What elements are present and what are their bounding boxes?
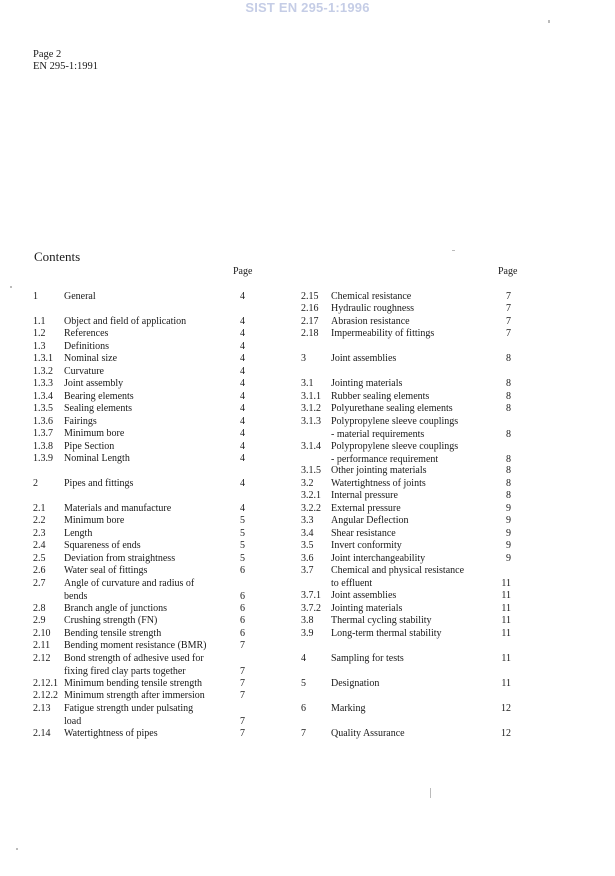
toc-entry-title[interactable]: Hydraulic roughness [331,303,415,314]
toc-entry-title[interactable]: Length [64,528,93,539]
toc-entry-page: 4 [240,341,245,352]
toc-entry-page: 6 [240,615,245,626]
toc-entry-title[interactable]: Chemical resistance [331,291,412,302]
toc-entry-title[interactable]: References [64,328,109,339]
toc-entry-number: 3.1.2 [301,403,321,414]
toc-entry-page: 11 [501,577,511,589]
toc-entry-page: 12 [501,703,511,714]
toc-entry-title[interactable]: Squareness of ends [64,540,141,551]
toc-entry-title[interactable]: Joint assembly [64,378,124,389]
toc-entry-number: 2.11 [33,640,51,651]
toc-entry-title-continued[interactable]: bends [64,590,88,602]
toc-entry-number: 3.8 [301,615,314,626]
toc-entry-page: 5 [240,515,245,526]
toc-entry-title[interactable]: Bond strength of adhesive used for [64,653,204,664]
toc-entry-title[interactable]: Joint assemblies [331,353,397,364]
toc-entry-page: 8 [506,378,511,389]
toc-entry-title[interactable]: Angle of curvature and radius of [64,578,195,589]
toc-entry-number: 1.3.4 [33,391,53,402]
toc-entry-number: 1.3.7 [33,428,53,439]
scan-speck [452,250,455,251]
toc-entry-title[interactable]: Sealing elements [64,403,133,414]
toc-entry-page: 4 [240,403,245,414]
toc-entry-title[interactable]: Watertightness of joints [331,478,426,489]
toc-entry-number: 1.3.2 [33,366,53,377]
toc-entry-title[interactable]: Pipes and fittings [64,478,134,489]
standard-id: EN 295-1:1991 [33,61,99,72]
toc-entry-page: 7 [240,690,245,701]
toc-entry-title-continued[interactable]: - performance requirement [331,453,439,465]
toc-entry-title[interactable]: Rubber sealing elements [331,391,430,402]
toc-entry-page: 6 [240,603,245,614]
toc-entry-page: 4 [240,478,245,489]
toc-entry-number: 3.1.3 [301,416,321,427]
toc-entry-number: 3.1.1 [301,391,321,402]
toc-entry-title[interactable]: Invert conformity [331,540,402,551]
toc-entry-number: 2.2 [33,515,46,526]
toc-entry-title[interactable]: Internal pressure [331,490,398,501]
scan-speck [16,848,18,850]
toc-entry-number: 2 [33,478,38,489]
toc-entry-title-continued[interactable]: fixing fired clay parts together [64,665,186,677]
toc-entry-title[interactable]: Polypropylene sleeve couplings [331,416,459,427]
toc-entry-title[interactable]: Nominal size [64,353,118,364]
toc-entry-title[interactable]: Object and field of application [64,316,187,327]
toc-entry-number: 2.7 [33,578,46,589]
toc-entry-number: 2.10 [33,628,51,639]
toc-entry-title[interactable]: Water seal of fittings [64,565,148,576]
toc-entry-page: 8 [506,428,511,440]
toc-entry-title[interactable]: Pipe Section [64,441,115,452]
toc-entry-page: 5 [240,540,245,551]
toc-entry-page: 11 [501,603,511,614]
toc-entry-title[interactable]: Abrasion resistance [331,316,410,327]
toc-entry-title[interactable]: Nominal Length [64,453,130,464]
toc-entry-page: 4 [240,328,245,339]
toc-entry-title[interactable]: Sampling for tests [331,653,404,664]
toc-entry-number: 1.3.5 [33,403,53,414]
toc-entry-page: 4 [240,378,245,389]
toc-entry-title[interactable]: Jointing materials [331,603,403,614]
toc-entry-number: 3.4 [301,528,314,539]
toc-entry-number: 2.3 [33,528,46,539]
toc-entry-title[interactable]: Designation [331,678,380,689]
toc-entry-number: 2.15 [301,291,319,302]
toc-entry-number: 1.3.9 [33,453,53,464]
contents-title: Contents [34,249,81,264]
toc-entry-number: 2.12 [33,653,51,664]
scan-speck [548,20,550,23]
toc-entry-title[interactable]: Shear resistance [331,528,396,539]
toc-entry-title[interactable]: Joint interchangeability [331,553,426,564]
toc-entry-number: 3.3 [301,515,314,526]
toc-entry-page: 4 [240,503,245,514]
toc-entry-title[interactable]: Long-term thermal stability [331,628,442,639]
toc-entry-title[interactable]: Deviation from straightness [64,553,176,564]
toc-entry-number: 3.2.2 [301,503,321,514]
toc-entry-page: 4 [240,366,245,377]
toc-entry-number: 3.1.5 [301,465,321,476]
toc-entry-number: 3.7.2 [301,603,321,614]
toc-entry-number: 1.3.8 [33,441,53,452]
toc-entry-title[interactable]: Thermal cycling stability [331,615,432,626]
toc-entry-number: 7 [301,728,306,739]
toc-entry-number: 4 [301,653,306,664]
toc-entry-title[interactable]: Minimum strength after immersion [64,690,205,701]
toc-entry-title[interactable]: Watertightness of pipes [64,728,158,739]
toc-entry-page: 9 [506,528,511,539]
right-page-heading: Page [498,266,518,277]
toc-entry-number: 2.8 [33,603,46,614]
toc-entry-number: 2.1 [33,503,46,514]
toc-entry-title[interactable]: Minimum bore [64,515,125,526]
toc-entry-title[interactable]: Definitions [64,341,109,352]
toc-entry-title[interactable]: Quality Assurance [331,728,405,739]
toc-entry-title[interactable]: Other jointing materials [331,465,427,476]
toc-entry-number: 1 [33,291,38,302]
toc-entry-page: 8 [506,403,511,414]
toc-entry-number: 2.12.1 [33,678,58,689]
toc-entry-title[interactable]: Minimum bending tensile strength [64,678,203,689]
toc-entry-title[interactable]: Fairings [64,416,97,427]
toc-entry-page: 4 [240,316,245,327]
page-number: Page 2 [33,49,62,60]
toc-entry-page: 8 [506,478,511,489]
toc-entry-page: 7 [240,715,245,727]
toc-entry-number: 2.5 [33,553,46,564]
toc-entry-page: 11 [501,678,511,689]
toc-entry-number: 5 [301,678,306,689]
toc-entry-number: 2.4 [33,540,46,551]
toc-entry-number: 3.1.4 [301,441,321,452]
watermark: SIST EN 295-1:1996 [245,0,370,15]
toc-entry-number: 2.17 [301,316,319,327]
toc-entry-page: 8 [506,465,511,476]
toc-entry-page: 5 [240,553,245,564]
scan-speck [10,286,12,288]
toc-entry-number: 3.6 [301,553,314,564]
toc-entry-page: 6 [240,565,245,576]
toc-entry-number: 3.7 [301,565,314,576]
toc-entry-title[interactable]: Marking [331,703,366,714]
left-page-heading: Page [233,266,253,277]
toc-entry-number: 3.5 [301,540,314,551]
toc-entry-page: 11 [501,615,511,626]
toc-entry-title[interactable]: Bending tensile strength [64,628,162,639]
toc-entry-title-continued[interactable]: - material requirements [331,428,425,440]
toc-entry-number: 1.1 [33,316,46,327]
toc-entry-page: 7 [240,665,245,677]
toc-entry-page: 7 [506,291,511,302]
toc-entry-title[interactable]: Chemical and physical resistance [331,565,465,576]
toc-entry-page: 7 [506,303,511,314]
toc-entry-number: 3.1 [301,378,314,389]
toc-entry-number: 1.2 [33,328,46,339]
toc-entry-number: 2.6 [33,565,46,576]
toc-entry-number: 2.9 [33,615,46,626]
toc-entry-number: 1.3.3 [33,378,53,389]
toc-entry-page: 8 [506,353,511,364]
page-header [33,49,98,73]
toc-entry-number: 3.2.1 [301,490,321,501]
toc-entry-page: 7 [240,678,245,689]
toc-entry-page: 4 [240,453,245,464]
toc-entry-title[interactable]: Materials and manufacture [64,503,172,514]
toc-entry-title-continued[interactable]: to effluent [331,577,373,589]
toc-entry-number: 2.18 [301,328,319,339]
toc-entry-number: 2.12.2 [33,690,58,701]
toc-entry-page: 4 [240,441,245,452]
toc-entry-page: 9 [506,553,511,564]
toc-entry-number: 1.3.1 [33,353,53,364]
toc-entry-page: 9 [506,503,511,514]
toc-entry-page: 4 [240,291,245,302]
toc-entry-title-continued[interactable]: load [64,715,82,727]
toc-entry-page: 6 [240,628,245,639]
toc-entry-title[interactable]: External pressure [331,503,401,514]
toc-entry-page: 11 [501,653,511,664]
toc-entry-number: 1.3 [33,341,46,352]
toc-entry-page: 4 [240,428,245,439]
toc-entry-page: 11 [501,628,511,639]
toc-entry-title[interactable]: Polypropylene sleeve couplings [331,441,459,452]
toc-entry-title[interactable]: Fatigue strength under pulsating [64,703,194,714]
toc-entry-number: 6 [301,703,306,714]
toc-entry-number: 2.14 [33,728,51,739]
toc-entry-title[interactable]: Crushing strength (FN) [64,615,158,626]
toc-entry-page: 4 [240,416,245,427]
toc-entry-title[interactable]: Curvature [64,366,104,377]
scan-speck [430,788,431,798]
toc-entry-page: 9 [506,515,511,526]
toc-entry-number: 1.3.6 [33,416,53,427]
toc-entry-page: 9 [506,540,511,551]
toc-entry-title[interactable]: Polyurethane sealing elements [331,403,453,414]
toc-entry-page: 12 [501,728,511,739]
toc-entry-page: 7 [240,640,245,651]
toc-entry-title[interactable]: Angular Deflection [331,515,409,526]
toc-entry-number: 3.9 [301,628,314,639]
toc-entry-title[interactable]: General [64,291,96,302]
toc-entry-page: 4 [240,391,245,402]
toc-entry-title[interactable]: Bearing elements [64,391,134,402]
toc-entry-page: 5 [240,528,245,539]
toc-entry-page: 8 [506,391,511,402]
toc-entry-title[interactable]: Joint assemblies [331,590,397,601]
toc-entry-number: 3.2 [301,478,314,489]
toc-entry-number: 2.16 [301,303,319,314]
toc-entry-page: 8 [506,490,511,501]
toc-entry-title[interactable]: Jointing materials [331,378,403,389]
toc-entry-page: 6 [240,590,245,602]
toc-entry-page: 7 [240,728,245,739]
toc-entry-title[interactable]: Branch angle of junctions [64,603,168,614]
toc-entry-page: 8 [506,453,511,465]
toc-entry-title[interactable]: Bending moment resistance (BMR) [64,640,207,651]
toc-entry-page: 7 [506,316,511,327]
toc-entry-page: 4 [240,353,245,364]
toc-entry-number: 3 [301,353,306,364]
toc-entry-number: 3.7.1 [301,590,321,601]
toc-entry-page: 11 [501,590,511,601]
toc-entry-number: 2.13 [33,703,51,714]
toc-entry-title[interactable]: Impermeability of fittings [331,328,435,339]
toc-entry-page: 7 [506,328,511,339]
toc-entry-title[interactable]: Minimum bore [64,428,125,439]
